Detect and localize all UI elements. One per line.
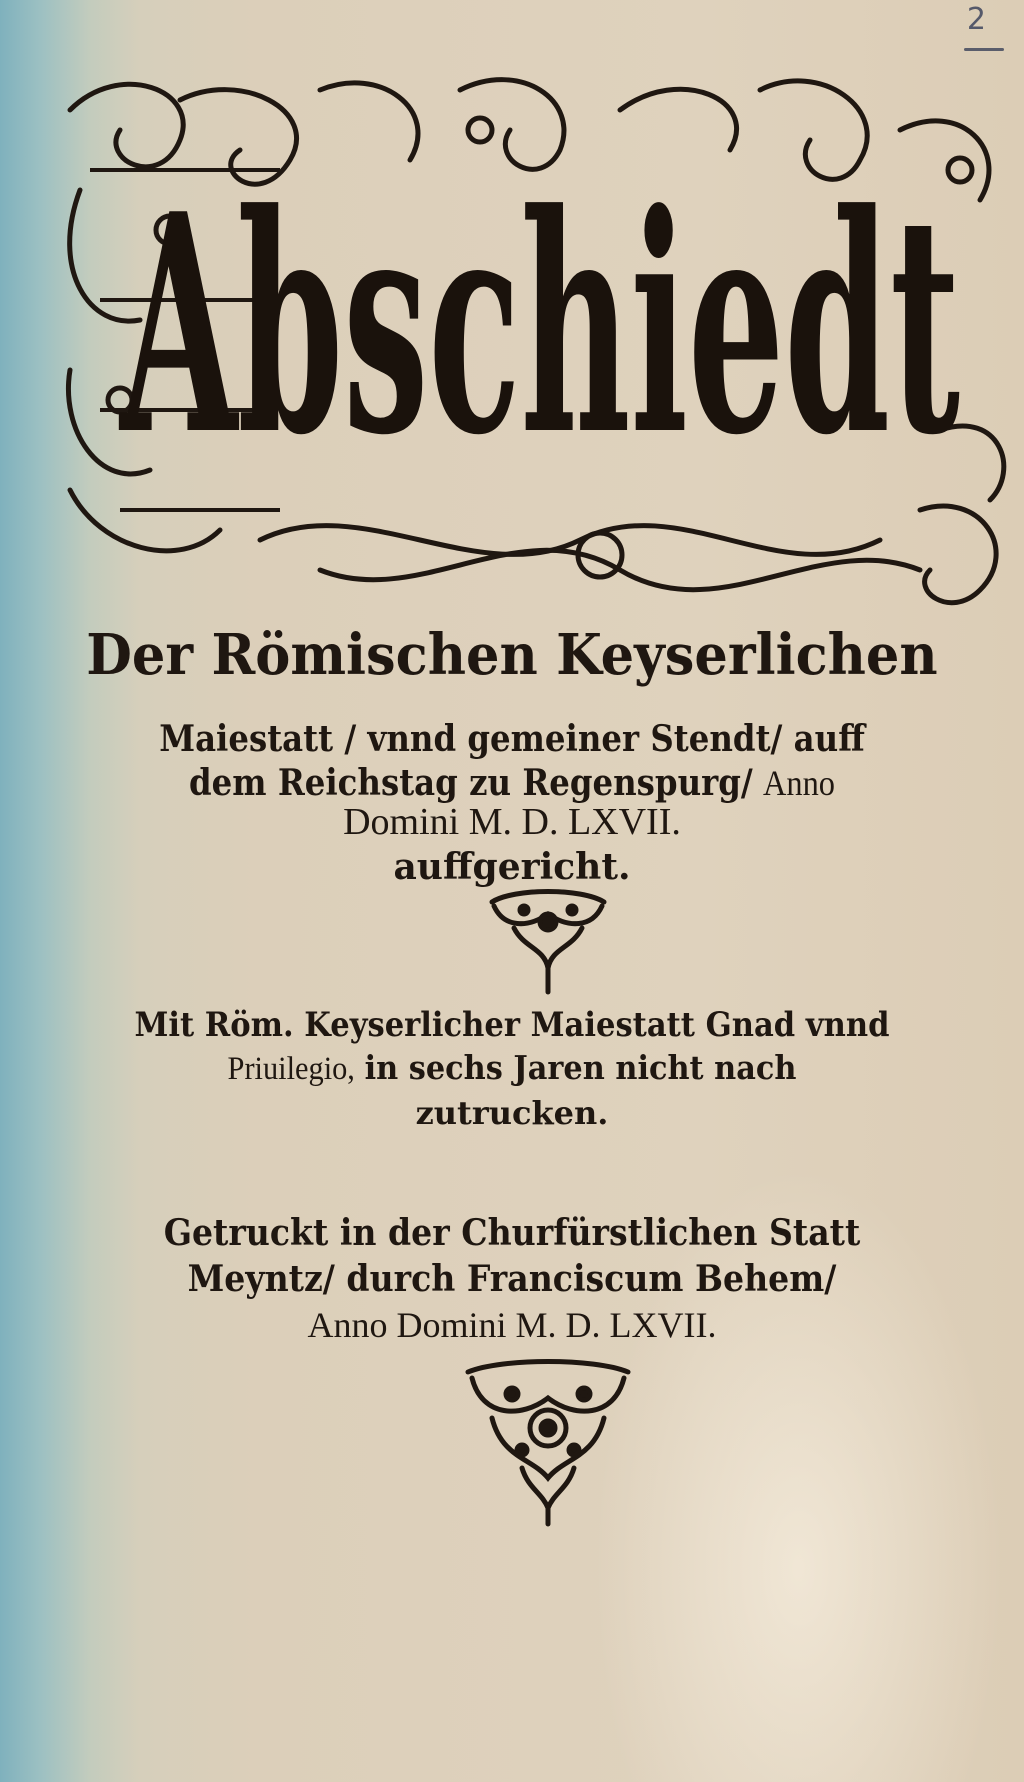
privilege-line-2-blackletter: in sechs Jaren nicht nach <box>364 1048 797 1087</box>
privilege-line-1: Mit Röm. Keyserlicher Maiestatt Gnad vnnd <box>134 1005 890 1045</box>
imprint-line-2: Meyntz/ durch Franciscum Behem/ <box>187 1258 837 1300</box>
subtitle-line-2: Maiestatt / vnnd gemeiner Stendt/ auff <box>159 718 865 760</box>
fleuron-ornament-icon <box>484 888 612 998</box>
margin-dash <box>964 48 1004 51</box>
page-number-note: 2 <box>966 2 986 37</box>
privilege-line-3: zutrucken. <box>415 1094 609 1132</box>
title-text: Abschiedt <box>117 148 962 501</box>
fleuron-ornament-icon <box>462 1358 634 1528</box>
privilege-line-2 <box>41 1048 983 1088</box>
decorated-title <box>60 70 1020 630</box>
imprint-line-1: Getruckt in der Churfürstlichen Statt <box>163 1212 861 1254</box>
subtitle-line-3 <box>51 762 973 804</box>
privilege-line-2-roman: Priuilegio, <box>227 1051 355 1087</box>
subtitle-line-5: auffgericht. <box>393 846 631 888</box>
calligraphic-flourish-icon <box>60 70 1020 630</box>
subtitle-line-1: Der Römischen Keyserlichen <box>86 622 938 688</box>
subtitle-line-4: Domini M. D. LXVII. <box>343 801 681 843</box>
subtitle-line-3-blackletter: dem Reichstag zu Regenspurg/ <box>188 762 753 804</box>
imprint-line-3: Anno Domini M. D. LXVII. <box>307 1305 717 1345</box>
subtitle-line-3-roman: Anno <box>763 763 836 803</box>
